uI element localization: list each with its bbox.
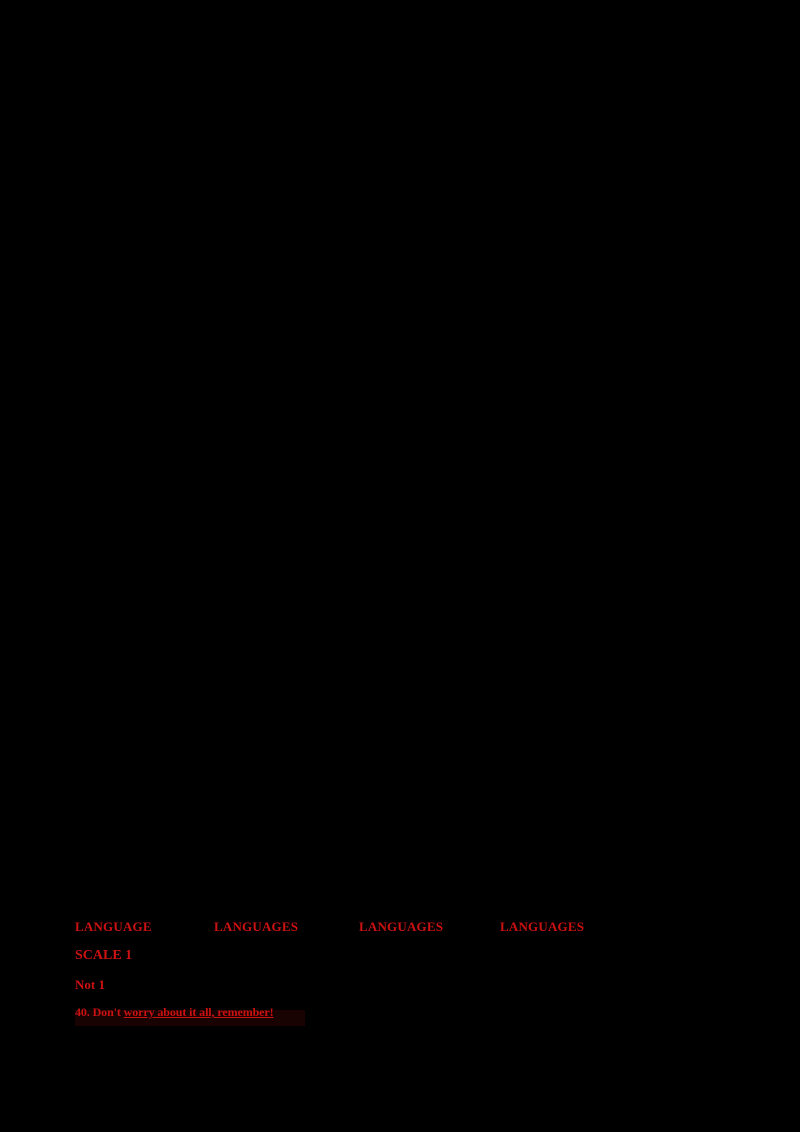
note-label: Not 1: [75, 977, 105, 992]
column-label-3: LANGUAGES: [359, 919, 444, 934]
column-label-1: LANGUAGE: [75, 919, 152, 934]
footnote-underlined-text: worry about it all, remember!: [123, 1005, 274, 1019]
column-label-2: LANGUAGES: [214, 919, 299, 934]
footnote-line: [75, 1006, 735, 1018]
footnote-prefix: 40. Don't: [75, 1005, 124, 1019]
column-label-4: LANGUAGES: [500, 919, 585, 934]
scale-label: SCALE 1: [75, 948, 133, 963]
annotation-stack: [75, 949, 735, 1018]
column-label-row: [75, 919, 735, 941]
